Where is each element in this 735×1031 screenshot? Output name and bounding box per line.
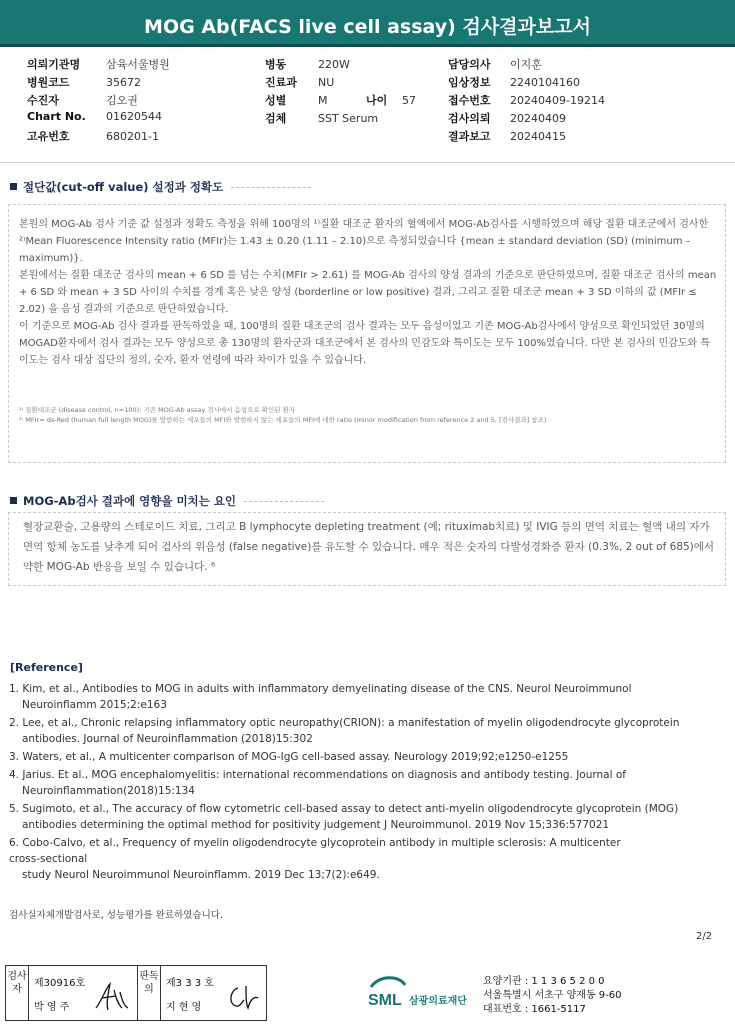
logo-text: SML xyxy=(368,992,402,1009)
info-row-unique-id: 고유번호 680201-1 xyxy=(27,130,159,143)
company-logo xyxy=(365,975,475,1015)
reference-item: 3. Waters, et al., A multicenter comparison of MOG-IgG cell-based assay. Neurology 2019;92;e1250-e1255 xyxy=(9,751,569,763)
org-address: 서울특별시 서초구 양재동 9-60 xyxy=(483,990,622,1001)
tester-label: 검사자 xyxy=(7,971,27,995)
info-row-sex-age: 성별 M 나이 57 xyxy=(265,94,416,107)
info-row-request-date: 검사의뢰 20240409 xyxy=(448,112,566,125)
organization-info xyxy=(483,975,622,1017)
section-heading-factors: MOG-Ab검사 결과에 영향을 미치는 요인 xyxy=(10,493,324,509)
section-box-factors xyxy=(8,512,726,586)
footer xyxy=(5,965,730,1021)
report-title-bar xyxy=(0,0,735,47)
info-row-specimen: 검체 SST Serum xyxy=(265,112,379,125)
info-row-receipt-no: 접수번호 20240409-19214 xyxy=(448,94,605,107)
tester-signature-icon xyxy=(92,980,132,1014)
page-number: 2/2 xyxy=(696,931,713,942)
section-heading-cutoff: 절단값(cut-off value) 설정과 정확도 xyxy=(10,179,311,195)
approver-signature-icon xyxy=(224,982,262,1012)
reference-item: 4. Jarius. Et al., MOG encephalomyelitis: international recommendations on diagnosis and antibody testing. Journal of Neuroinflammation(2018)15:134 xyxy=(9,769,626,797)
signature-box xyxy=(5,965,267,1021)
paragraph: 혈장교환술, 고용량의 스테로이드 치료, 그리고 B lymphocyte depleting treatment (예; rituximab치료) 및 IVIG 등의 면역 치료는 혈액 내의 자가면역 항체 농도를 낮추게 되어 검사의 위음성 (false negative)를 유도할 수 있습니다. 매우 적은 숫자의 다발성경화증 환자 (0.3%, 2 out of 685)에서 약한 MOG-Ab 반응을 보일 수 있습니다. ⁶ xyxy=(23,521,715,573)
header-divider xyxy=(0,162,735,163)
paragraph: 본원에서는 질환 대조군 검사의 mean + 6 SD 를 넘는 수치(MFIr > 2.61) 를 MOG-Ab 검사의 양성 결과의 기준으로 판단하였으며, 질환 대조군 검사의 mean + 6 SD 와 mean + 3 SD 사이의 수치를 경계 혹은 낮은 양성 (borderline or low positive) 결과, 그리고 질환 대조군 mean + 3 SD 이하의 값 (MFIr ≤ 2.02) 을 음성 결과의 기준으로 판단하였습니다. xyxy=(19,270,717,315)
approver-name: 지 현 영 xyxy=(166,1002,202,1013)
org-code: 요양기관 : 1 1 3 6 5 2 0 0 xyxy=(483,976,605,987)
reference-list xyxy=(9,681,709,885)
info-column-1 xyxy=(27,56,170,146)
reference-item: 1. Kim, et al., Antibodies to MOG in adults with inflammatory demyelinating disease of the CNS. Neurol Neuroimmunol Neuroinflamm 2015;2:e163 xyxy=(9,683,632,711)
info-column-2 xyxy=(265,56,416,128)
footnote: ¹⁾ 질환대조군 (disease control, n=100): 기존 MOG-Ab assay 검사에서 음성으로 확인된 환자 xyxy=(19,406,296,414)
info-row-department: 진료과 NU xyxy=(265,76,335,89)
reference-item: 6. Cobo-Calvo, et al., Frequency of myelin oligodendrocyte glycoprotein antibody in multiple sclerosis: A multicenter cross-sectional study Neurol Neuroimmunol Neuroinflamm. 2019 Dec 13;7(2):e649. xyxy=(9,837,621,881)
approver-label: 판독의 xyxy=(139,971,159,995)
org-phone: 대표번호 : 1661-5117 xyxy=(483,1004,586,1015)
logo-org-name: 삼광의료재단 xyxy=(409,996,467,1007)
square-bullet-icon xyxy=(10,183,17,190)
tester-license-no: 제30916호 xyxy=(34,978,86,989)
info-row-patient-name: 수진자 김오권 xyxy=(27,94,138,107)
paragraph: 본원의 MOG-Ab 검사 기준 값 설정과 정확도 측정을 위해 100명의 ¹⁾질환 대조군 환자의 혈액에서 MOG-Ab검사를 시행하였으며 해당 질환 대조군에서 검사한 ²⁾Mean Fluorescence Intensity ratio (MFIr)는 1.43 ± 0.20 (1.11 – 2.10)으로 측정되었습니다 {mean ± standard deviation (SD) (minimum – maximum)}. xyxy=(19,219,709,264)
reference-title: [Reference] xyxy=(10,661,83,674)
report-title: MOG Ab(FACS live cell assay) 검사결과보고서 xyxy=(144,16,591,38)
reference-item: 2. Lee, et al., Chronic relapsing inflammatory optic neuropathy(CRION): a manifestation of myelin oligodendrocyte glycoprotein antibodies. Journal of Neuroinflammation (2018)15:302 xyxy=(9,717,680,745)
info-row-hospital-code: 병원코드 35672 xyxy=(27,76,141,89)
footnote: ²⁾ MFIr= ds-Red (human full length MOG)를 발현하는 세포들의 MFI와 발현하지 않는 세포들의 MFI에 대한 ratio (minor modification from reference 2 and 5, [검사결과] 참조) xyxy=(19,416,547,424)
certification-note: 검사실자체개발검사로, 성능평가를 완료하였습니다. xyxy=(9,910,223,921)
paragraph: 이 기준으로 MOG-Ab 검사 결과를 판독하였을 때, 100명의 질환 대조군의 검사 결과는 모두 음성이었고 기존 MOG-Ab검사에서 양성으로 확인되었던 30명의 MOGAD환자에서 검사 결과는 모두 양성으로 총 130명의 환자군과 대조군에서 본 검사의 민감도와 특이도는 모두 100%였습니다. 다만 본 검사의 민감도와 특이도는 검사 대상 집단의 정의, 숫자, 환자 연령에 따라 차이가 있을 수 있습니다. xyxy=(19,321,710,366)
info-row-report-date: 결과보고 20240415 xyxy=(448,130,566,143)
info-row-chart-no: Chart No. 01620544 xyxy=(27,110,162,123)
info-row-doctor: 담당의사 이지훈 xyxy=(448,58,542,71)
info-row-ward: 병동 220W xyxy=(265,58,350,71)
section-box-cutoff xyxy=(8,204,726,463)
info-column-3 xyxy=(448,56,605,146)
sml-logo-icon xyxy=(365,975,475,1011)
approver-license-no: 제3 3 3 호 xyxy=(166,978,214,989)
info-row-clinical-info: 임상정보 2240104160 xyxy=(448,76,580,89)
square-bullet-icon xyxy=(10,497,17,504)
reference-item: 5. Sugimoto, et al., The accuracy of flow cytometric cell-based assay to detect anti-myelin oligodendrocyte glycoprotein (MOG) antibodies determining the optimal method for positivity judgement J Neuroimmunol. 2019 Nov 15;336:577021 xyxy=(9,803,679,831)
tester-name: 박 영 주 xyxy=(34,1002,70,1013)
info-row-institution: 의뢰기관명 삼육서울병원 xyxy=(27,58,170,71)
